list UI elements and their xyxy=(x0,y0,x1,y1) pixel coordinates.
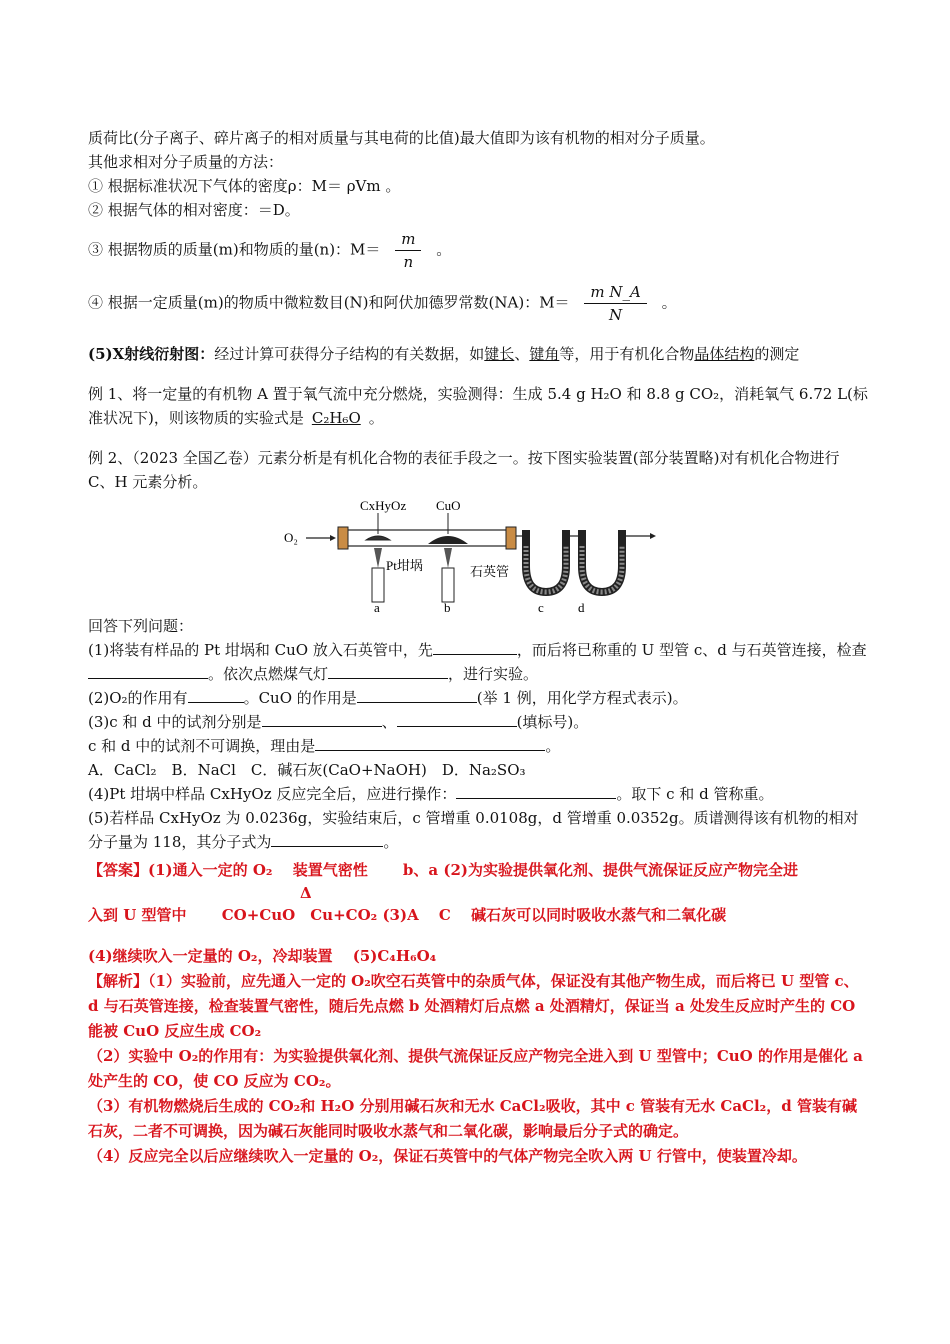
answer-line-1: 【答案】(1)通入一定的 O₂ 装置气密性 b、a (2)为实验提供氧化剂、提供气流保证反应产物完全进 xyxy=(88,861,798,879)
cuo-label: CuO xyxy=(436,498,461,513)
sample-label: CxHyOz xyxy=(360,498,407,513)
question-text: 、 xyxy=(381,713,397,731)
question-text: 。 xyxy=(383,833,399,851)
question-text: 。依次点燃煤气灯 xyxy=(208,665,329,683)
answer-blank[interactable] xyxy=(188,687,244,703)
tube-label: 石英管 xyxy=(470,564,510,579)
xray-text: 、 xyxy=(514,345,530,363)
question-text: 。取下 c 和 d 管称重。 xyxy=(616,785,774,803)
question-text: (填标号)。 xyxy=(516,713,589,731)
intro-line-1: 质荷比(分子离子、碎片离子的相对质量与其电荷的比值)最大值即为该有机物的相对分子质量。 xyxy=(88,129,715,147)
question-text: 。 xyxy=(545,737,561,755)
burner-b xyxy=(442,568,454,602)
question-text: (5)若样品 CxHyOz 为 0.0236g，实验结束后，c 管增重 0.0108g，d 管增重 0.0352g。质谱测得该有机物的相对分子量为 118，其分子式为 xyxy=(88,809,859,851)
delta-mark: Δ xyxy=(300,884,312,902)
question-text: ，进行实验。 xyxy=(448,665,539,683)
question-3 xyxy=(88,710,868,734)
document-page xyxy=(88,126,868,1169)
stopper-left xyxy=(338,527,348,549)
outlet-arrow-head xyxy=(650,533,656,539)
u-tube-d-fill xyxy=(582,546,622,592)
answer-blank[interactable] xyxy=(328,663,448,679)
question-text: (3)c 和 d 中的试剂分别是 xyxy=(88,713,262,731)
method-1: ① 根据标准状况下气体的密度ρ：M＝ ρVm 。 xyxy=(88,177,401,195)
method-3-end: 。 xyxy=(436,240,452,259)
answer-blank[interactable] xyxy=(262,711,382,727)
example-1 xyxy=(88,382,868,430)
burner-b-flame xyxy=(444,548,452,568)
method-4-end: 。 xyxy=(661,293,677,312)
fraction-numerator: m N_A xyxy=(584,281,646,304)
xray-text: 的测定 xyxy=(754,345,800,363)
label-a: a xyxy=(374,600,380,614)
answer-blank[interactable] xyxy=(271,831,383,847)
question-text: ，而后将已称重的 U 型管 c、d 与石英管连接，检查 xyxy=(516,641,867,659)
question-text: (1)将装有样品的 Pt 坩埚和 CuO 放入石英管中，先 xyxy=(88,641,433,659)
quartz-tube xyxy=(338,530,514,546)
fraction-m-over-n xyxy=(395,228,421,273)
answer-line-3: (4)继续吹入一定量的 O₂，冷却装置 (5)C₄H₆O₄ xyxy=(88,947,437,965)
burner-a-flame xyxy=(374,548,382,568)
method-2: ② 根据气体的相对密度：＝D。 xyxy=(88,201,300,219)
question-text: 。CuO 的作用是 xyxy=(243,689,357,707)
answer-line-2: 入到 U 型管中 CO+CuO Cu+CO₂ (3)A C 碱石灰可以同时吸收水蒸气和二氧化碳 xyxy=(88,906,727,924)
label-b: b xyxy=(444,600,451,614)
answer-blank[interactable] xyxy=(88,663,208,679)
analysis-1: 【解析】（1）实验前，应先通入一定的 O₂吹空石英管中的杂质气体，保证没有其他产物生成，而后将已 U 型管 c、d 与石英管连接，检查装置气密性，随后先点燃 b 处酒精灯后点燃 a 处酒精灯，保证当 a 处发生反应时产生的 CO 能被 CuO 反应生成 CO₂ xyxy=(88,972,859,1040)
analysis-3: （3）有机物燃烧后生成的 CO₂和 H₂O 分别用碱石灰和无水 CaCl₂吸收，其中 c 管装有无水 CaCl₂，d 管装有碱石灰，二者不可调换，因为碱石灰能同时吸收水蒸气和二氧化碳，影响最后分子式的确定。 xyxy=(88,1097,857,1140)
question-text: c 和 d 中的试剂不可调换，理由是 xyxy=(88,737,316,755)
answer-blank[interactable] xyxy=(315,735,545,751)
question-text: (2)O₂的作用有 xyxy=(88,689,188,707)
method-4 xyxy=(88,281,868,326)
question-options: A．CaCl₂ B．NaCl C．碱石灰(CaO+NaOH) D．Na₂SO₃ xyxy=(88,761,526,779)
label-c: c xyxy=(538,600,544,614)
fraction-denominator: n xyxy=(403,253,414,271)
method-3-text: ③ 根据物质的质量(m)和物质的量(n)：M＝ xyxy=(88,240,381,259)
example-2: 例 2、（2023 全国乙卷）元素分析是有机化合物的表征手段之一。按下图实验装置(部分装置略)对有机化合物进行 C、H 元素分析。 xyxy=(88,449,840,491)
xray-text: 经过计算可获得分子结构的有关数据，如 xyxy=(214,345,485,363)
term-bond-angle: 键角 xyxy=(529,345,560,363)
example-1-end: 。 xyxy=(368,409,384,427)
fraction-denominator: N xyxy=(609,306,623,324)
method-4-text: ④ 根据一定质量(m)的物质中微粒数目(N)和阿伏加德罗常数(NA)：M＝ xyxy=(88,293,570,312)
question-4 xyxy=(88,782,868,806)
question-3-reason xyxy=(88,734,868,758)
answer-blank[interactable] xyxy=(357,687,477,703)
question-1 xyxy=(88,638,868,686)
xray-text: 等，用于有机化合物 xyxy=(559,345,695,363)
answer-blank[interactable] xyxy=(397,711,517,727)
question-text: (举 1 例，用化学方程式表示)。 xyxy=(476,689,688,707)
apparatus-diagram xyxy=(278,496,668,614)
analysis-4: （4）反应完全以后应继续吹入一定量的 O₂，保证石英管中的气体产物完全吹入两 U 行管中，使装置冷却。 xyxy=(88,1147,807,1165)
example-1-text: 例 1、将一定量的有机物 A 置于氧气流中充分燃烧，实验测得：生成 5.4 g H₂O 和 8.8 g CO₂，消耗氧气 6.72 L(标准状况下)，则该物质的实验式是 xyxy=(88,385,868,427)
term-crystal-structure: 晶体结构 xyxy=(694,345,755,363)
answer-blank[interactable] xyxy=(433,639,517,655)
xray-paragraph xyxy=(88,342,868,366)
u-tube-c-fill xyxy=(526,546,566,592)
answer-blank[interactable] xyxy=(456,783,616,799)
xray-heading: (5)X射线衍射图： xyxy=(88,345,215,363)
questions-lead: 回答下列问题： xyxy=(88,617,194,635)
label-d: d xyxy=(578,600,585,614)
analysis-2: （2）实验中 O₂的作用有：为实验提供氧化剂、提供气流保证反应产物完全进入到 U 型管中；CuO 的作用是催化 a 处产生的 CO，使 CO 反应为 CO₂。 xyxy=(88,1047,863,1090)
o2-label: O₂ xyxy=(284,530,298,545)
crucible-label: Pt坩埚 xyxy=(386,558,423,573)
question-2 xyxy=(88,686,868,710)
answer-section xyxy=(88,858,868,1169)
method-3 xyxy=(88,228,868,273)
term-bond-length: 键长 xyxy=(484,345,515,363)
fraction-mna-over-n xyxy=(584,281,646,326)
fraction-numerator: m xyxy=(395,228,421,251)
stopper-right xyxy=(506,527,516,549)
burner-a xyxy=(372,568,384,602)
arrow-head xyxy=(330,535,336,541)
example-1-answer: C₂H₆O xyxy=(311,409,361,427)
intro-line-2: 其他求相对分子质量的方法： xyxy=(88,153,284,171)
question-5 xyxy=(88,806,868,854)
question-text: (4)Pt 坩埚中样品 CxHyOz 反应完全后，应进行操作： xyxy=(88,785,457,803)
